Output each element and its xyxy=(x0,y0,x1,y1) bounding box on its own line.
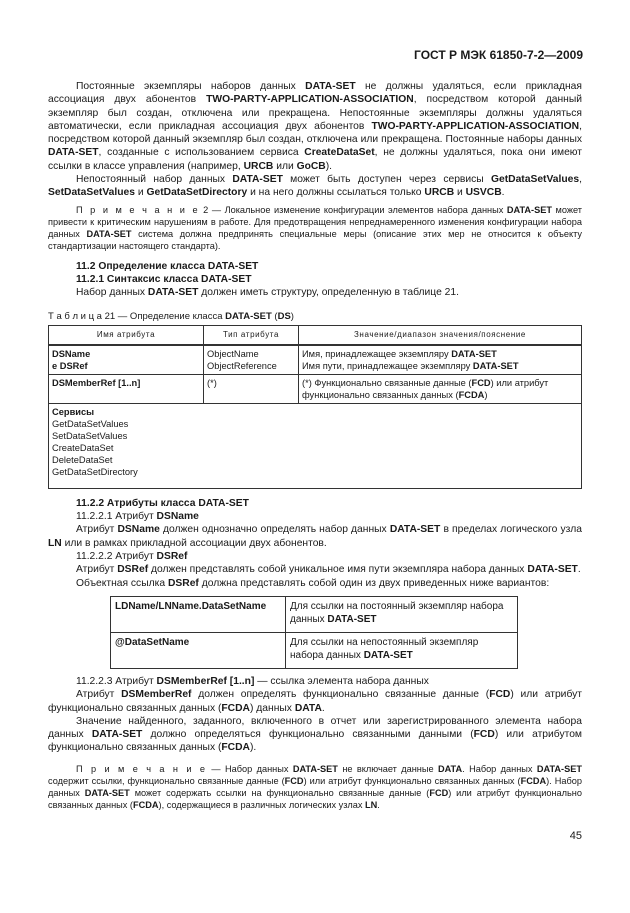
attr-desc-cell: Имя, принадлежащее экземпляру DATA-SET Имя пути, принадлежащее экземпляру DATA-SET xyxy=(299,345,582,375)
paragraph-persistent-instances: Постоянные экземпляры наборов данных DATA-SET не должны удаляться, если прикладная ассоциация двух абонентов TWO-PARTY-APPLICATION-ASSOCIATION, посредством которой данный экземпляр был создан, отключена или прекращена. Непостоянные экземпляры должны удаляться автоматически, если прикладная ассоциация двух абонентов TWO-PARTY-APPLICATION-ASSOCIATION, посредством которой данный экземпляр был создан, отключена или прекращена. Постоянные наборы данных DATA-SET, созданные с использованием сервиса CreateDataSet, не должны удаляться, пока они имеют ссылки в классе управления (например, URCB или GoCB). xyxy=(48,81,583,172)
table-21 xyxy=(48,325,582,489)
section-11-2-2-1-heading: 11.2.2.1 Атрибут DSName xyxy=(76,511,199,523)
table-row-services xyxy=(49,403,582,488)
page-number: 45 xyxy=(569,830,582,842)
paragraph-nonpersistent-access: Непостоянный набор данных DATA-SET может быть доступен через сервисы GetDataSetValues, SetDataSetValues и GetDataSetDirectory и на него должны ссылаться только URCB и USVCB. xyxy=(48,174,582,199)
table-row xyxy=(49,374,582,403)
variant-key-cell: LDName/LNName.DataSetName xyxy=(111,596,286,632)
section-11-2-2-3-heading: 11.2.2.3 Атрибут DSMemberRef [1..n] — ссылка элемента набора данных xyxy=(76,675,429,687)
page-header-standard: ГОСТ Р МЭК 61850-7-2—2009 xyxy=(414,48,583,62)
table-row xyxy=(111,596,518,632)
note-2 xyxy=(48,204,582,252)
document-body xyxy=(48,80,582,811)
paragraph-dsref: Атрибут DSRef должен представлять собой уникальное имя пути экземпляра набора данных DATA-SET. xyxy=(76,564,581,576)
paragraph-value-determination: Значение найденного, заданного, включенного в отчет или зарегистрированного элемента набора данных DATA-SET должно определяться функционально связанными данными (FCD) или атрибутом функционально связанных данных (FCDA). xyxy=(48,715,582,754)
section-11-2-heading: 11.2 Определение класса DATA-SET xyxy=(76,260,259,272)
note-label: П р и м е ч а н и е xyxy=(76,204,200,215)
paragraph-dsmemberref: Атрибут DSMemberRef должен определять функционально связанные данные (FCD) или атрибут функционально связанных данных (FCDA) данных DATA. xyxy=(48,689,582,714)
attr-name-cell: DSName е DSRef xyxy=(49,345,204,375)
table-header-cell: Значение/диапазон значения/пояснение xyxy=(299,325,582,345)
paragraph-table-ref: Набор данных DATA-SET должен иметь структуру, определенную в таблице 21. xyxy=(76,287,459,299)
attr-type-cell: (*) xyxy=(204,374,299,403)
section-11-2-1-heading: 11.2.1 Синтаксис класса DATA-SET xyxy=(76,273,252,285)
services-cell: Сервисы GetDataSetValues SetDataSetValues CreateDataSet DeleteDataSet GetDataSetDirectory xyxy=(49,403,582,488)
table-header-cell: Тип атрибута xyxy=(204,325,299,345)
table-21-caption: Т а б л и ц а 21 — Определение класса DATA-SET (DS) xyxy=(48,310,294,322)
table-header-cell: Имя атрибута xyxy=(49,325,204,345)
section-11-2-2-2-heading: 11.2.2.2 Атрибут DSRef xyxy=(76,551,188,563)
variant-key-cell: @DataSetName xyxy=(111,632,286,668)
table-row xyxy=(49,345,582,375)
attr-desc-cell: (*) Функционально связанные данные (FCD) или атрибут функционально связанных данных (FCDA) xyxy=(299,374,582,403)
variant-desc-cell: Для ссылки на постоянный экземпляр набора данных DATA-SET xyxy=(286,596,518,632)
section-11-2-2-heading: 11.2.2 Атрибуты класса DATA-SET xyxy=(76,497,249,509)
attr-name-cell: DSMemberRef [1..n] xyxy=(49,374,204,403)
variant-desc-cell: Для ссылки на непостоянный экземпляр набора данных DATA-SET xyxy=(286,632,518,668)
note-final-text: — Набор данных DATA-SET не включает данные DATA. Набор данных DATA-SET содержит ссылки, функционально связанные данные (FCD) или атрибут функционально связанных данных (FCDA). Набор данных DATA-SET может содержать ссылки на функционально связанные данные (FCD) или атрибут функционально связанных данных (FCDA), содержащиеся в различных логических узлах LN. xyxy=(48,763,582,810)
paragraph-dsref-variants: Объектная ссылка DSRef должна представлять собой один из двух приведенных ниже вариантов: xyxy=(76,577,550,589)
note-label: П р и м е ч а н и е xyxy=(76,763,208,774)
note-2-text: 2 — Локальное изменение конфигурации элементов набора данных DATA-SET может привести к критическим нарушениям в работе. Для предотвращения непреднамеренного изменения конфигурации набора данных DATA-SET система должна предпринять специальные меры (описание этих мер не относится к объекту стандартизации настоящего стандарта). xyxy=(48,204,582,251)
dsref-variants-table xyxy=(110,596,518,669)
table-row xyxy=(111,632,518,668)
paragraph-dsname: Атрибут DSName должен однозначно определять набор данных DATA-SET в пределах логического узла LN или в рамках прикладной ассоциации двух абонентов. xyxy=(48,524,583,549)
note-final xyxy=(48,763,582,811)
attr-type-cell: ObjectName ObjectReference xyxy=(204,345,299,375)
